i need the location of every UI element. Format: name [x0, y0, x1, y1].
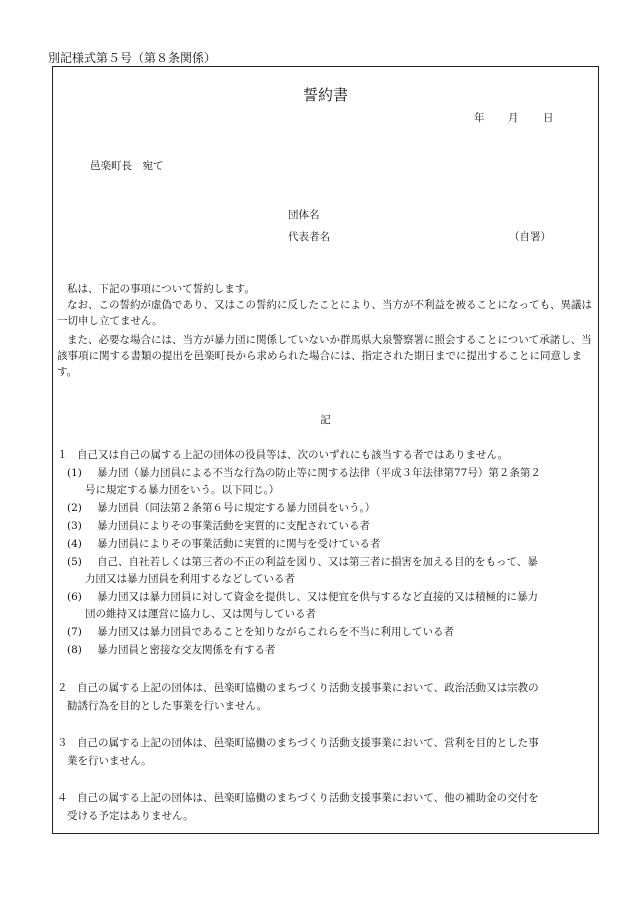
sub-item-5 — [67, 555, 538, 571]
sub-item-number: (5) — [67, 556, 82, 568]
sub-item-1 — [67, 466, 587, 482]
sub-item-text: 暴力団又は暴力団員に対して資金を提供し、又は便宜を供与するなど直接的又は積極的に暴力 — [97, 591, 538, 603]
representative-name-label: 代表者名 — [288, 231, 330, 243]
item-text: 自己又は自己の属する上記の団体の役員等は、次のいずれにも該当する者ではありません。 — [77, 449, 509, 461]
pledge-paragraph-2: なお、この誓約が虚偽であり、又はこの誓約に反したことにより、当方が不利益を被ることになっても、異議は一切申し立てません。 — [57, 299, 592, 327]
organization-name-label: 団体名 — [288, 209, 320, 221]
item-text: 自己の属する上記の団体は、邑楽町協働のまちづくり活動支援事業において、政治活動又は宗教の — [77, 682, 539, 694]
date-year-label: 年 — [474, 112, 485, 124]
sub-item-number: (2) — [67, 502, 82, 514]
sub-item-6 — [67, 590, 538, 606]
sub-item-number: (1) — [67, 467, 82, 479]
sub-item-text: 暴力団（暴力団員による不当な行為の防止等に関する法律（平成３年法律第77号）第２条第２ — [97, 467, 541, 479]
pledge-paragraph-1: 私は、下記の事項について誓約します。 — [67, 283, 255, 295]
item-4 — [57, 791, 539, 807]
addressee: 邑楽町長 宛て — [90, 160, 164, 172]
item-4-continuation: 受ける予定はありません。 — [67, 810, 194, 822]
pledge-form-frame — [52, 66, 599, 834]
date-day-label: 日 — [543, 112, 554, 124]
item-number: ２ — [57, 682, 68, 694]
item-2 — [57, 681, 539, 697]
item-number: ４ — [57, 792, 68, 804]
sub-item-number: (7) — [67, 626, 82, 638]
sub-item-3 — [67, 519, 370, 535]
sub-item-number: (3) — [67, 520, 82, 532]
sub-item-number: (4) — [67, 538, 82, 550]
sub-item-6-continuation: 団の維持又は運営に協力し、又は関与している者 — [85, 608, 316, 620]
sub-item-text: 自己、自社若しくは第三者の不正の利益を図り、又は第三者に損害を加える目的をもって、暴 — [97, 556, 538, 568]
item-3 — [57, 736, 539, 752]
sub-item-number: (8) — [67, 644, 82, 656]
pledge-paragraph-3: また、必要な場合には、当方が暴力団に関係していないか群馬県大泉警察署に照会することについて承諾し、当該事項に関する書類の提出を邑楽町長から求められた場合には、指定された期日までに提出することに同意します。 — [57, 334, 592, 378]
document-title: 誓約書 — [302, 86, 348, 104]
sub-item-text: 暴力団又は暴力団員であることを知りながらこれらを不当に利用している者 — [97, 626, 454, 638]
item-2-continuation: 勧誘行為を目的とした事業を行いません。 — [67, 700, 268, 712]
sub-item-text: 暴力団員によりその事業活動を実質的に支配されている者 — [97, 520, 370, 532]
sub-item-8 — [67, 643, 276, 659]
signature-note: （自署） — [509, 231, 551, 243]
item-text: 自己の属する上記の団体は、邑楽町協働のまちづくり活動支援事業において、営利を目的とした事 — [77, 737, 539, 749]
form-reference: 別記様式第５号（第８条関係） — [48, 51, 217, 65]
item-number: ３ — [57, 737, 68, 749]
sub-item-5-continuation: 力団又は暴力団員を利用するなどしている者 — [85, 573, 295, 585]
sub-item-4 — [67, 537, 381, 553]
item-text: 自己の属する上記の団体は、邑楽町協働のまちづくり活動支援事業において、他の補助金の交付を — [77, 792, 539, 804]
ki-heading: 記 — [320, 414, 331, 426]
date-month-label: 月 — [508, 112, 519, 124]
item-3-continuation: 業を行いません。 — [67, 755, 152, 767]
item-number: １ — [57, 449, 68, 461]
item-1 — [57, 448, 508, 464]
sub-item-7 — [67, 625, 454, 641]
sub-item-text: 暴力団員（同法第２条第６号に規定する暴力団員をいう。） — [97, 502, 376, 514]
sub-item-2 — [67, 501, 375, 517]
sub-item-text: 暴力団員と密接な交友関係を有する者 — [97, 644, 276, 656]
sub-item-1-continuation: 号に規定する暴力団をいう。以下同じ。） — [85, 484, 280, 496]
sub-item-text: 暴力団員によりその事業活動に実質的に関与を受けている者 — [97, 538, 381, 550]
sub-item-number: (6) — [67, 591, 82, 603]
